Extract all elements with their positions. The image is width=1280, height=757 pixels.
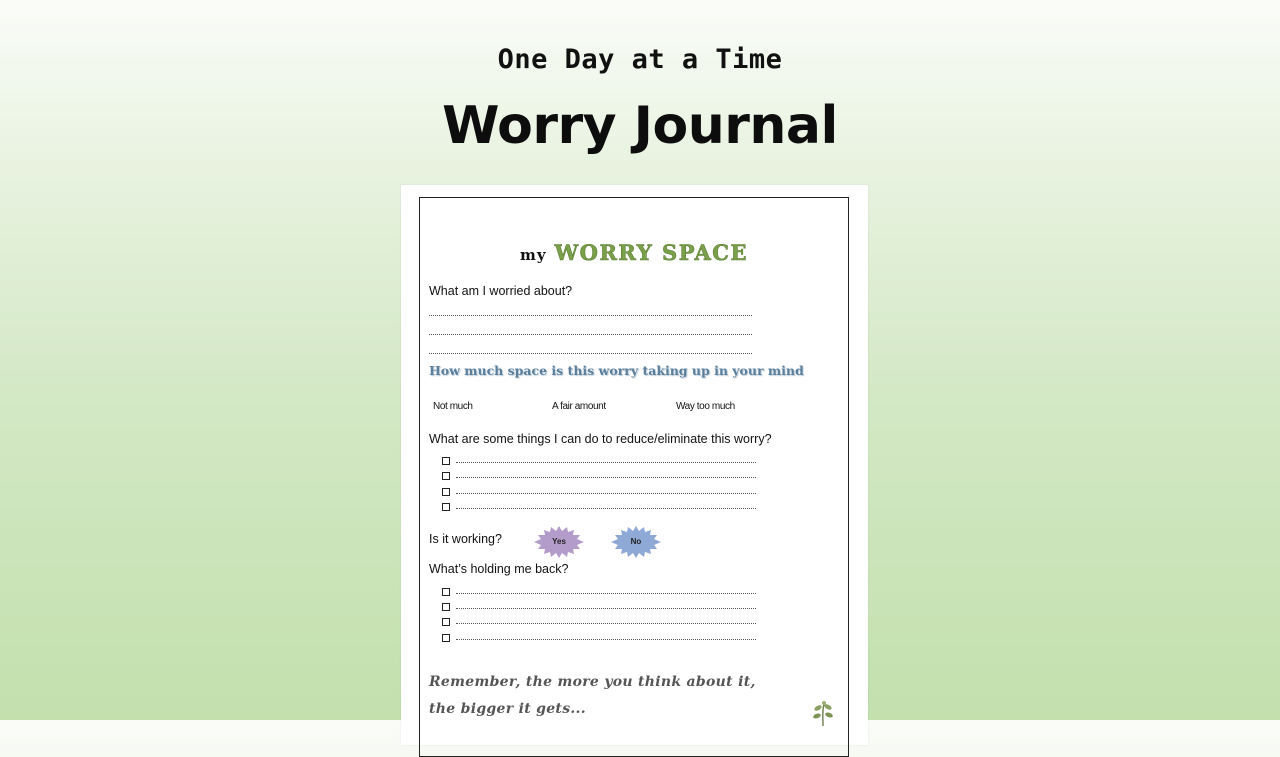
worksheet-border	[419, 197, 849, 757]
no-label: No	[630, 537, 642, 546]
checkbox	[442, 457, 450, 465]
checkbox	[442, 472, 450, 480]
answer-line	[456, 639, 756, 640]
yes-label: Yes	[552, 537, 566, 546]
question-reduce-worry: What are some things I can do to reduce/eliminate this worry?	[429, 432, 772, 446]
checkbox	[442, 618, 450, 626]
checkbox	[442, 603, 450, 611]
heading-worry-space: WORRY SPACE	[554, 240, 748, 265]
scale-label-high: Way too much	[676, 401, 735, 412]
answer-line	[456, 462, 756, 463]
answer-line	[429, 315, 752, 316]
journal-subtitle: One Day at a Time	[497, 44, 783, 75]
worksheet-heading	[420, 240, 848, 265]
no-star-badge	[610, 525, 662, 559]
answer-line	[456, 623, 756, 624]
checkbox	[442, 588, 450, 596]
question-holding-back: What’s holding me back?	[429, 562, 569, 576]
answer-line	[456, 477, 756, 478]
checkbox	[442, 488, 450, 496]
question-is-it-working: Is it working?	[429, 532, 502, 546]
heading-my: my	[520, 246, 547, 264]
answer-line	[429, 353, 752, 354]
yes-star-badge	[533, 525, 585, 559]
remember-line-2: the bigger it gets...	[429, 701, 586, 717]
journal-title: Worry Journal	[442, 96, 838, 156]
question-worried-about: What am I worried about?	[429, 284, 573, 298]
answer-line	[456, 493, 756, 494]
worksheet-page	[401, 185, 868, 745]
answer-line	[456, 608, 756, 609]
remember-line-1: Remember, the more you think about it,	[429, 674, 756, 690]
answer-line	[456, 508, 756, 509]
scale-label-low: Not much	[433, 401, 473, 412]
scale-label-mid: A fair amount	[552, 401, 606, 412]
plant-icon	[806, 698, 840, 726]
checkbox	[442, 634, 450, 642]
question-worry-space: How much space is this worry taking up in your mind	[429, 363, 804, 378]
answer-line	[429, 334, 752, 335]
checkbox	[442, 503, 450, 511]
answer-line	[456, 593, 756, 594]
